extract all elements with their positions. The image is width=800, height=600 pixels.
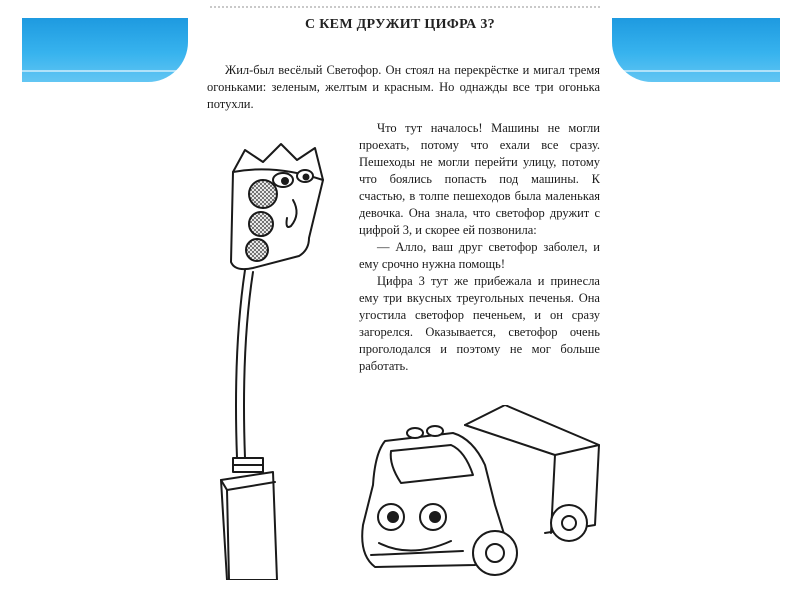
story-paragraph-3: Цифра 3 тут же прибежала и принесла ему три вкусных треугольных печенья. Она угостила светофор печеньем, и он сразу загорелся. Оказывается, светофор очень проголодался и поэтому не мог больше работать. (359, 274, 600, 373)
page-top-divider (210, 6, 600, 8)
story-paragraph-1: Что тут началось! Машины не могли проехать, потому что ехали все сразу. Пешеходы не могли перейти улицу, потому что боялись попасть под машины. К счастью, в толпе пешеходов была маленькая девочка. Она знала, что светофор дружит с цифрой 3, и скорее ей позвонила: (359, 121, 600, 237)
story-paragraph-2: — Алло, ваш друг светофор заболел, и ему срочно нужна помощь! (359, 240, 600, 271)
left-blue-banner (22, 18, 188, 82)
story-text (359, 120, 600, 375)
traffic-light-illustration (205, 140, 345, 580)
right-blue-banner (612, 18, 780, 82)
truck-illustration (355, 405, 600, 585)
page-title: С КЕМ ДРУЖИТ ЦИФРА 3? (305, 17, 495, 32)
intro-paragraph: Жил-был весёлый Светофор. Он стоял на перекрёстке и мигал тремя огоньками: зеленым, желтым и красным. Но однажды все три огонька потухли. (207, 63, 600, 111)
